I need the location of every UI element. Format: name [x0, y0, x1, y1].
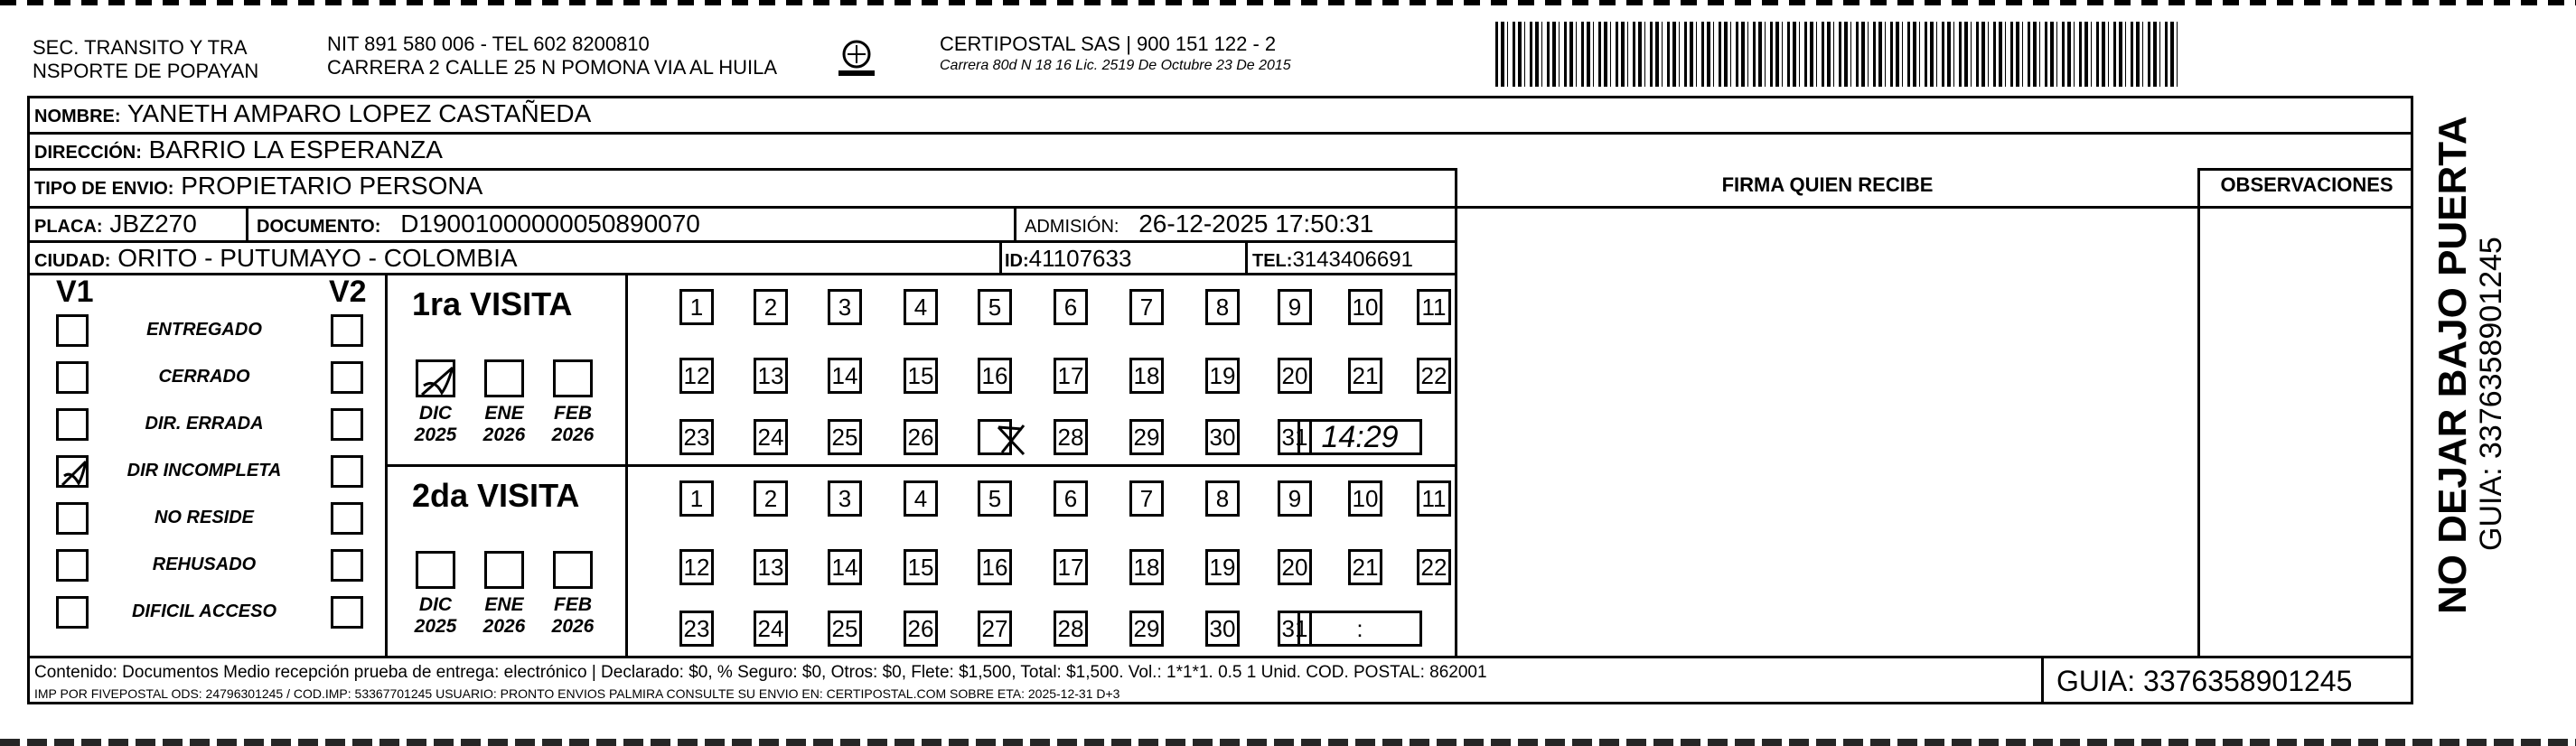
day-box[interactable]: 30 [1205, 611, 1240, 647]
placa-value: JBZ270 [109, 210, 197, 238]
ciudad-row [34, 244, 518, 275]
v2-checkbox[interactable] [331, 596, 363, 629]
reason-label: NO RESIDE [154, 508, 255, 527]
day-box[interactable]: 18 [1129, 358, 1164, 394]
ciudad-label: CIUDAD: [34, 251, 111, 271]
reason-label: ENTREGADO [146, 320, 262, 340]
month-label [548, 594, 598, 638]
day-box[interactable]: 19 [1205, 549, 1240, 585]
day-box[interactable]: 25 [828, 611, 862, 647]
day-box[interactable]: 13 [754, 358, 788, 394]
reason-label: DIFICIL ACCESO [131, 601, 276, 621]
v1-checkbox[interactable] [56, 361, 89, 394]
company-line: CERTIPOSTAL SAS | 900 151 122 - 2 [940, 33, 1277, 55]
month-name: DIC [418, 403, 453, 424]
month-name: FEB [554, 403, 592, 424]
day-box[interactable]: 26 [904, 419, 938, 455]
month-checkbox[interactable] [416, 551, 455, 589]
month-name: DIC [418, 594, 453, 615]
check-mark-icon [418, 362, 458, 400]
day-box[interactable] [978, 419, 1012, 455]
rule [246, 206, 248, 240]
month-checkbox[interactable] [484, 359, 524, 397]
rule [27, 656, 2413, 658]
id-label: ID: [1005, 251, 1029, 271]
rule [385, 464, 1455, 467]
day-box[interactable]: 24 [754, 419, 788, 455]
tipo-envio-row [34, 172, 482, 203]
day-box[interactable]: 10 [1348, 480, 1382, 517]
barcode [1495, 22, 2182, 87]
sender-line-2: NSPORTE DE POPAYAN [33, 60, 259, 82]
month-year: 2025 [414, 424, 457, 445]
day-box[interactable]: 12 [679, 549, 714, 585]
tel-label: TEL: [1252, 251, 1293, 271]
sender-contact [327, 33, 777, 79]
reason-label: DIR INCOMPLETA [126, 461, 282, 480]
day-box[interactable]: 3 [828, 480, 862, 517]
reason-label: CERRADO [158, 367, 250, 387]
month-year: 2025 [414, 616, 457, 637]
month-name: ENE [484, 594, 524, 615]
admision-row [1025, 210, 1373, 241]
signature-area[interactable] [1457, 209, 2197, 656]
day-box[interactable]: 28 [1054, 611, 1088, 647]
rule [27, 132, 2413, 135]
nombre-label: NOMBRE: [34, 107, 121, 126]
day-box[interactable]: 4 [904, 289, 938, 325]
rule [1014, 206, 1016, 240]
v2-checkbox[interactable] [331, 408, 363, 441]
day-box[interactable]: 17 [1054, 549, 1088, 585]
month-year: 2026 [551, 424, 595, 445]
rule [27, 168, 1455, 171]
month-checkbox[interactable] [553, 551, 593, 589]
first-visit-time[interactable]: 14:29 [1297, 419, 1422, 455]
logo-icon [835, 36, 878, 87]
guia-footer-box: GUIA: 3376358901245 [2056, 665, 2353, 697]
day-box[interactable]: 30 [1205, 419, 1240, 455]
day-box[interactable]: 7 [1129, 289, 1164, 325]
rule [1245, 240, 1248, 273]
v2-checkbox[interactable] [331, 549, 363, 582]
nombre-value: YANETH AMPARO LOPEZ CASTAÑEDA [126, 99, 592, 127]
v1-checkbox[interactable] [56, 502, 89, 535]
observaciones-label: OBSERVACIONES [2220, 173, 2393, 196]
bottom-edge-dashes [0, 739, 2576, 746]
day-box[interactable]: 8 [1205, 480, 1240, 517]
observations-area[interactable] [2200, 209, 2413, 656]
documento-value: D19001000000050890070 [400, 210, 700, 238]
tipo-envio-label: TIPO DE ENVIO: [34, 179, 174, 199]
day-box[interactable]: 9 [1278, 289, 1312, 325]
day-box[interactable]: 13 [754, 549, 788, 585]
direccion-value: BARRIO LA ESPERANZA [148, 135, 443, 163]
sender-name [33, 36, 258, 83]
v1-checkbox[interactable] [56, 549, 89, 582]
id-value: 41107633 [1028, 245, 1132, 272]
month-label [479, 403, 529, 446]
contenido-line: Contenido: Documentos Medio recepción prueba de entrega: electrónico | Declarado: $0, % Seguro: $0, Otros: $0, Flete: $1,500, Total: $1,500. Vol.: 1*1*1. 0.5 1 Unid. COD. POSTAL: 862001 [34, 663, 1487, 682]
day-box[interactable]: 16 [978, 358, 1012, 394]
month-year: 2026 [482, 616, 526, 637]
rule [625, 273, 628, 656]
day-box[interactable]: 31 [1278, 611, 1312, 647]
v2-label: V2 [329, 275, 367, 309]
guia-side: GUIA: 3376358901245 [2474, 237, 2508, 551]
placa-row [34, 210, 197, 241]
first-visit-title: 1ra VISITA [412, 285, 573, 322]
documento-row [257, 210, 700, 241]
day-box[interactable]: 21 [1348, 358, 1382, 394]
day-box[interactable]: 24 [754, 611, 788, 647]
month-label [410, 403, 461, 446]
day-box[interactable]: 6 [1054, 289, 1088, 325]
day-box[interactable]: 17 [1054, 358, 1088, 394]
v1-checkbox[interactable] [56, 408, 89, 441]
day-box[interactable]: 31 [1278, 419, 1312, 455]
day-box[interactable]: 3 [828, 289, 862, 325]
id-row [1005, 244, 1131, 275]
reason-label: REHUSADO [152, 555, 257, 574]
sender-line-1: SEC. TRANSITO Y TRA [33, 36, 248, 59]
v2-checkbox[interactable] [331, 361, 363, 394]
month-name: ENE [484, 403, 524, 424]
day-box[interactable]: 5 [978, 289, 1012, 325]
v1-label: V1 [56, 275, 94, 309]
day-box[interactable]: 25 [828, 419, 862, 455]
rule [2197, 168, 2413, 171]
day-box[interactable]: 15 [904, 549, 938, 585]
second-visit-time[interactable]: : [1297, 611, 1422, 647]
reason-label: DIR. ERRADA [145, 414, 264, 434]
day-box[interactable]: 28 [1054, 419, 1088, 455]
rule [999, 240, 1002, 273]
tel-value: 3143406691 [1292, 247, 1413, 272]
tipo-envio-value: PROPIETARIO PERSONA [181, 172, 483, 200]
month-label [548, 403, 598, 446]
day-box[interactable]: 23 [679, 611, 714, 647]
certipostal-logo [835, 36, 878, 87]
v1-checkbox[interactable] [56, 314, 89, 347]
check-mark-icon [59, 458, 91, 490]
day-box[interactable]: 22 [1417, 549, 1451, 585]
month-year: 2026 [482, 424, 526, 445]
address-line: CARRERA 2 CALLE 25 N POMONA VIA AL HUILA [327, 56, 778, 79]
nit-line: NIT 891 580 006 - TEL 602 8200810 [327, 33, 650, 55]
rule [27, 206, 1455, 209]
day-box[interactable]: 26 [904, 611, 938, 647]
top-edge-dashes [0, 0, 2576, 5]
v1-checkbox[interactable] [56, 455, 89, 488]
month-name: FEB [554, 594, 592, 615]
day-box[interactable]: 23 [679, 419, 714, 455]
month-label [410, 594, 461, 638]
v2-checkbox[interactable] [331, 455, 363, 488]
day-box[interactable]: 9 [1278, 480, 1312, 517]
day-box[interactable]: 2 [754, 480, 788, 517]
day-box[interactable]: 21 [1348, 549, 1382, 585]
day-box[interactable]: 8 [1205, 289, 1240, 325]
day-box[interactable]: 10 [1348, 289, 1382, 325]
month-checkbox[interactable] [484, 551, 524, 589]
day-box[interactable]: 11 [1417, 480, 1451, 517]
day-box[interactable]: 19 [1205, 358, 1240, 394]
firma-quien-recibe-label: FIRMA QUIEN RECIBE [1721, 173, 1934, 196]
second-visit-title: 2da VISITA [412, 477, 580, 514]
license-line: Carrera 80d N 18 16 Lic. 2519 De Octubre 23 De 2015 [940, 58, 1291, 73]
day-box[interactable]: 1 [679, 480, 714, 517]
day-box[interactable]: 15 [904, 358, 938, 394]
rule [2041, 656, 2044, 704]
day-box[interactable]: 11 [1417, 289, 1451, 325]
day-box[interactable]: 29 [1129, 419, 1164, 455]
placa-label: PLACA: [34, 217, 103, 237]
day-box[interactable]: 12 [679, 358, 714, 394]
day-box[interactable]: 22 [1417, 358, 1451, 394]
nombre-row [34, 99, 591, 131]
day-box[interactable]: 20 [1278, 549, 1312, 585]
v1-checkbox[interactable] [56, 596, 89, 629]
month-checkbox[interactable] [553, 359, 593, 397]
day-box[interactable]: 14 [828, 549, 862, 585]
day-box[interactable]: 4 [904, 480, 938, 517]
ciudad-value: ORITO - PUTUMAYO - COLOMBIA [117, 244, 518, 272]
day-box[interactable]: 7 [1129, 480, 1164, 517]
day-box[interactable]: 2 [754, 289, 788, 325]
day-box[interactable]: 5 [978, 480, 1012, 517]
imp-line: IMP POR FIVEPOSTAL ODS: 24796301245 / COD.IMP: 53367701245 USUARIO: PRONTO ENVIOS PALMIRA CONSULTE SU ENVIO EN: CERTIPOSTAL.COM SOBRE ETA: 2025-12-31 D+3 [34, 686, 1120, 701]
day-box[interactable]: 1 [679, 289, 714, 325]
month-year: 2026 [551, 616, 595, 637]
direccion-label: DIRECCIÓN: [34, 143, 142, 163]
no-dejar-bajo-puerta: NO DEJAR BAJO PUERTA [2431, 116, 2475, 614]
documento-label: DOCUMENTO: [257, 217, 381, 237]
v2-checkbox[interactable] [331, 314, 363, 347]
day-box[interactable]: 16 [978, 549, 1012, 585]
day-box[interactable]: 27 [978, 611, 1012, 647]
tel-row [1252, 246, 1413, 275]
admision-label: ADMISIÓN: [1025, 217, 1119, 237]
day-box[interactable]: 18 [1129, 549, 1164, 585]
day-box[interactable]: 14 [828, 358, 862, 394]
v2-checkbox[interactable] [331, 502, 363, 535]
month-checkbox[interactable] [416, 359, 455, 397]
day-box[interactable]: 6 [1054, 480, 1088, 517]
admision-value: 26-12-2025 17:50:31 [1138, 210, 1374, 238]
month-label [479, 594, 529, 638]
day-box[interactable]: 29 [1129, 611, 1164, 647]
direccion-row [34, 135, 443, 167]
day-box[interactable]: 20 [1278, 358, 1312, 394]
